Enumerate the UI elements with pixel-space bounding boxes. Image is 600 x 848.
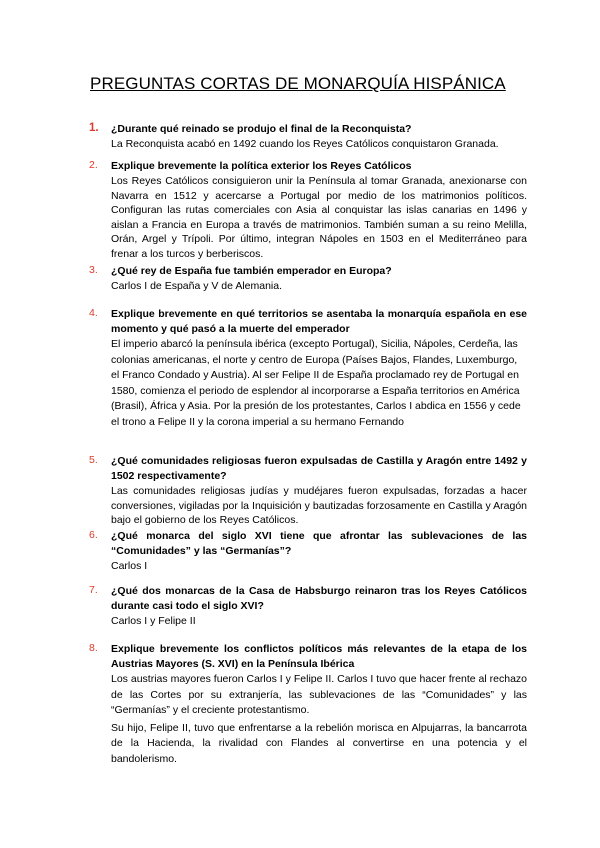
question-number: 2. (89, 159, 98, 171)
answer-paragraph: Carlos I y Felipe II (111, 615, 196, 627)
question-number: 6. (89, 529, 98, 541)
answer-paragraph: Su hijo, Felipe II, tuvo que enfrentarse a la rebelión morisca en Alpujarras, la bancarrota de la Hacienda, la rivalidad con Flandes al convertirse en una potencia y el bandolerismo. (111, 721, 527, 765)
question-item-5 (89, 454, 527, 528)
answer-text (111, 337, 527, 430)
question-text: ¿Qué comunidades religiosas fueron expulsadas de Castilla y Aragón entre 1492 y 1502 respectivamente? (111, 455, 527, 482)
question-item-6 (89, 529, 527, 574)
answer-text (111, 174, 527, 261)
question-number: 3. (89, 264, 98, 276)
question-text: ¿Qué monarca del siglo XVI tiene que afrontar las sublevaciones de las “Comunidades” y las “Germanías”? (111, 530, 527, 557)
answer-paragraph: Las comunidades religiosas judías y mudéjares fueron expulsadas, forzadas a hacer conversiones, vigiladas por la Inquisición y bautizadas forzosamente en Castilla y Aragón bajo el gobierno de los Reyes Católicos. (111, 485, 527, 526)
answer-text (111, 484, 527, 528)
question-item-4 (89, 307, 527, 430)
answer-paragraph: Carlos I (111, 560, 148, 572)
question-item-7 (89, 584, 527, 629)
question-text: ¿Durante qué reinado se produjo el final de la Reconquista? (111, 123, 412, 135)
question-number: 5. (89, 454, 98, 466)
question-text: Explique brevemente la política exterior los Reyes Católicos (111, 160, 412, 172)
answer-text (111, 672, 527, 767)
question-text: ¿Qué rey de España fue también emperador en Europa? (111, 265, 392, 277)
answer-paragraph: El imperio abarcó la península ibérica (excepto Portugal), Sicilia, Nápoles, Cerdeña, las colonias americanas, el norte y centro de Europa (Países Bajos, Flandes, Luxemburgo, el Franco Condado y Austria). Al ser Felipe II de España proclamado rey de Portugal en 1580, comienza el periodo de esplendor al incorporarse a España territorios en América (Brasil), África y Asia. Por la presión de los protestantes, Carlos I abdica en 1556 y cede el trono a Felipe II y la corona imperial a su hermano Fernando (111, 338, 521, 428)
question-number: 8. (89, 642, 98, 654)
question-text: Explique brevemente en qué territorios se asentaba la monarquía española en ese momento y qué pasó a la muerte del emperador (111, 308, 527, 335)
answer-text (111, 614, 527, 629)
question-text: Explique brevemente los conflictos políticos más relevantes de la etapa de los Austrias Mayores (S. XVI) en la Península Ibérica (111, 643, 527, 670)
answer-text (111, 279, 527, 294)
question-number: 4. (89, 307, 98, 319)
page-title: PREGUNTAS CORTAS DE MONARQUÍA HISPÁNICA (90, 74, 506, 93)
question-item-2 (89, 159, 527, 261)
question-item-1 (89, 122, 527, 152)
question-item-3 (89, 264, 527, 294)
answer-paragraph: Los austrias mayores fueron Carlos I y Felipe II. Carlos I tuvo que hacer frente al rechazo de las Cortes por su extranjería, las sublevaciones de las “Comunidades” y las “Germanías” y el creciente protestantismo. (111, 673, 527, 716)
answer-text (111, 559, 527, 574)
answer-paragraph: Carlos I de España y V de Alemania. (111, 280, 283, 292)
question-number: 1. (89, 122, 99, 134)
answer-paragraph: La Reconquista acabó en 1492 cuando los Reyes Católicos conquistaron Granada. (111, 138, 499, 150)
question-item-8 (89, 642, 527, 767)
answer-text (111, 137, 527, 152)
answer-paragraph: Los Reyes Católicos consiguieron unir la Península al tomar Granada, anexionarse con Navarra en 1512 y acercarse a Portugal por medio de los matrimonios políticos. Configuran las rutas comerciales con Asia al conquistar las islas canarias en 1496 y aislan a Francia en Europa a través de matrimonios. También suman a su reino Melilla, Orán, Argel y Trípoli. Por último, integran Nápoles en 1503 en el Mediterráneo para frenar a los turcos y berberiscos. (111, 175, 527, 260)
question-number: 7. (89, 584, 98, 596)
question-text: ¿Qué dos monarcas de la Casa de Habsburgo reinaron tras los Reyes Católicos durante casi todo el siglo XVI? (111, 585, 527, 612)
